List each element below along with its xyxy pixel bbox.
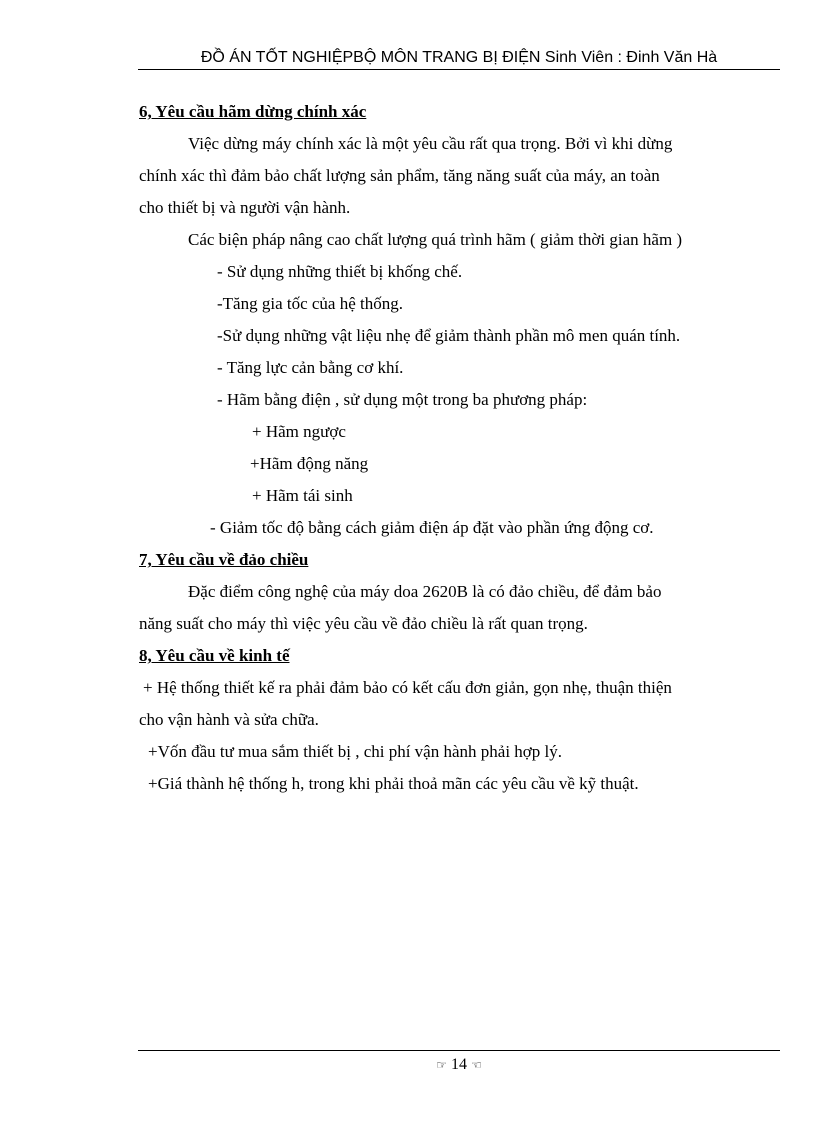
paragraph-line: + Hệ thống thiết kế ra phải đảm bảo có kết cấu đơn giản, gọn nhẹ, thuận thiện xyxy=(143,678,672,697)
list-subitem: + Hãm tái sinh xyxy=(252,486,353,505)
paragraph-line: Việc dừng máy chính xác là một yêu cầu rất qua trọng. Bởi vì khi dừng xyxy=(188,134,673,153)
paragraph-line: Đặc điểm công nghệ của máy doa 2620B là có đảo chiều, để đảm bảo xyxy=(188,582,662,601)
list-item: - Sử dụng những thiết bị khống chế. xyxy=(217,262,463,281)
paragraph-line: cho vận hành và sửa chữa. xyxy=(139,710,319,729)
paragraph-line: +Vốn đầu tư mua sắm thiết bị , chi phí vận hành phải hợp lý. xyxy=(148,742,563,761)
list-item: - Tăng lực cản bằng cơ khí. xyxy=(217,358,404,377)
list-subitem: +Hãm động năng xyxy=(250,454,369,473)
pointing-hand-right-icon: ☜ xyxy=(471,1058,482,1073)
list-subitem: + Hãm ngược xyxy=(252,422,346,441)
list-item: -Tăng gia tốc của hệ thống. xyxy=(217,294,403,313)
section-8-heading: 8, Yêu cầu về kinh tế xyxy=(139,646,290,665)
page-header: ĐỒ ÁN TỐT NGHIỆPBỘ MÔN TRANG BỊ ĐIỆN Sinh Viên : Đinh Văn Hà xyxy=(200,49,718,66)
section-6-heading: 6, Yêu cầu hãm dừng chính xác xyxy=(139,102,367,121)
list-item: -Sử dụng những vật liệu nhẹ để giảm thành phần mô men quán tính. xyxy=(217,326,681,345)
footer-divider xyxy=(138,1050,780,1051)
paragraph-line: +Giá thành hệ thống h, trong khi phải thoả mãn các yêu cầu về kỹ thuật. xyxy=(148,774,639,793)
list-item: - Hãm bằng điện , sử dụng một trong ba phương pháp: xyxy=(217,390,588,409)
document-body xyxy=(139,96,779,800)
page-footer xyxy=(138,1054,780,1076)
section-7-heading: 7, Yêu cầu về đảo chiều xyxy=(139,550,309,569)
paragraph-line: Các biện pháp nâng cao chất lượng quá trình hãm ( giảm thời gian hãm ) xyxy=(188,230,683,249)
paragraph-line: năng suất cho máy thì việc yêu cầu về đảo chiều là rất quan trọng. xyxy=(139,614,588,633)
page-number: 14 xyxy=(451,1056,467,1073)
pointing-hand-left-icon: ☞ xyxy=(436,1058,447,1073)
header-divider xyxy=(138,69,780,70)
list-item: - Giảm tốc độ bằng cách giảm điện áp đặt vào phần ứng động cơ. xyxy=(210,518,654,537)
paragraph-line: cho thiết bị và người vận hành. xyxy=(139,198,351,217)
paragraph-line: chính xác thì đảm bảo chất lượng sản phẩm, tăng năng suất của máy, an toàn xyxy=(139,166,660,185)
